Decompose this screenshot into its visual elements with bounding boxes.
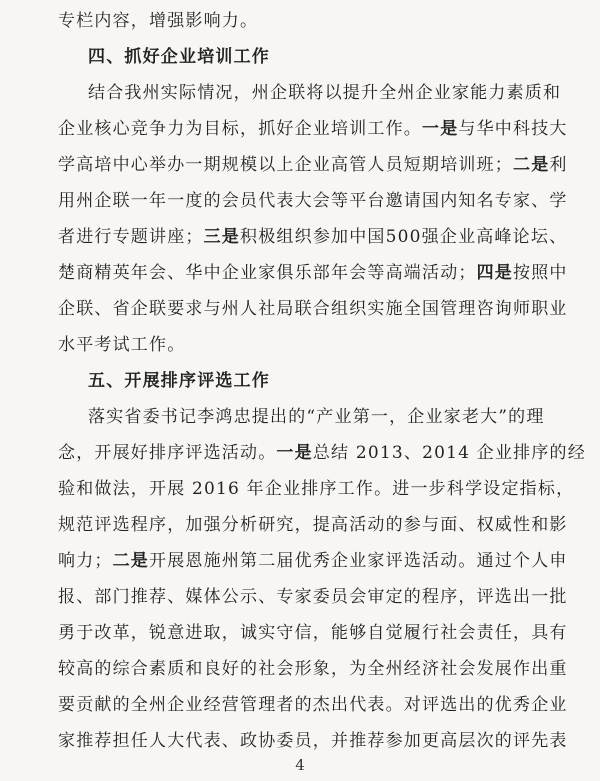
paragraph-line: 结合我州实际情况，州企联将以提升全州企业家能力素质和 <box>88 83 562 103</box>
emphasis-first: 一是 <box>422 119 459 139</box>
paragraph-line: 规范评选程序，加强分析研究，提高活动的参与面、权威性和影 <box>58 515 568 535</box>
paragraph-line: 企联、省企联要求与州人社局联合组织实施全国管理咨询师职业 <box>58 299 568 319</box>
paragraph-line: 者进行专题讲座；三是积极组织参加中国500强企业高峰论坛、 <box>58 227 568 247</box>
paragraph-line: 学高培中心举办一期规模以上企业高管人员短期培训班；二是利 <box>58 155 568 175</box>
paragraph-line: 报、部门推荐、媒体公示、专家委员会审定的程序，评选出一批 <box>58 587 568 607</box>
emphasis-fourth: 四是 <box>476 263 514 283</box>
paragraph-line: 勇于改革，锐意进取，诚实守信，能够自觉履行社会责任，具有 <box>58 623 568 643</box>
paragraph-line: 较高的综合素质和良好的社会形象，为全州经济社会发展作出重 <box>58 659 568 679</box>
paragraph-line: 水平考试工作。 <box>58 335 186 355</box>
emphasis-second: 二是 <box>112 551 150 571</box>
paragraph-line: 落实省委书记李鸿忠提出的“产业第一，企业家老大”的理 <box>88 407 545 427</box>
paragraph-line: 响力；二是开展恩施州第二届优秀企业家评选活动。通过个人申 <box>58 551 568 571</box>
paragraph-line: 验和做法，开展 2016 年企业排序工作。进一步科学设定指标， <box>58 479 575 499</box>
emphasis-first: 一是 <box>276 443 313 463</box>
paragraph-line: 企业核心竞争力为目标，抓好企业培训工作。一是与华中科技大 <box>58 119 568 139</box>
paragraph-line: 要贡献的全州企业经营管理者的杰出代表。对评选出的优秀企业 <box>58 695 568 715</box>
paragraph-line: 用州企联一年一度的会员代表大会等平台邀请国内知名专家、学 <box>58 191 568 211</box>
paragraph-line: 专栏内容，增强影响力。 <box>58 11 259 31</box>
paragraph-line: 楚商精英年会、华中企业家俱乐部年会等高端活动；四是按照中 <box>58 263 568 283</box>
paragraph-line: 家推荐担任人大代表、政协委员，并推荐参加更高层次的评先表 <box>58 731 568 751</box>
section-heading-4: 四、抓好企业培训工作 <box>88 47 270 67</box>
page-number: 4 <box>295 756 305 774</box>
section-heading-5: 五、开展排序评选工作 <box>88 371 270 391</box>
paragraph-line: 念，开展好排序评选活动。一是总结 2013、2014 企业排序的经 <box>58 443 586 463</box>
emphasis-third: 三是 <box>203 227 241 247</box>
emphasis-second: 二是 <box>513 155 550 175</box>
